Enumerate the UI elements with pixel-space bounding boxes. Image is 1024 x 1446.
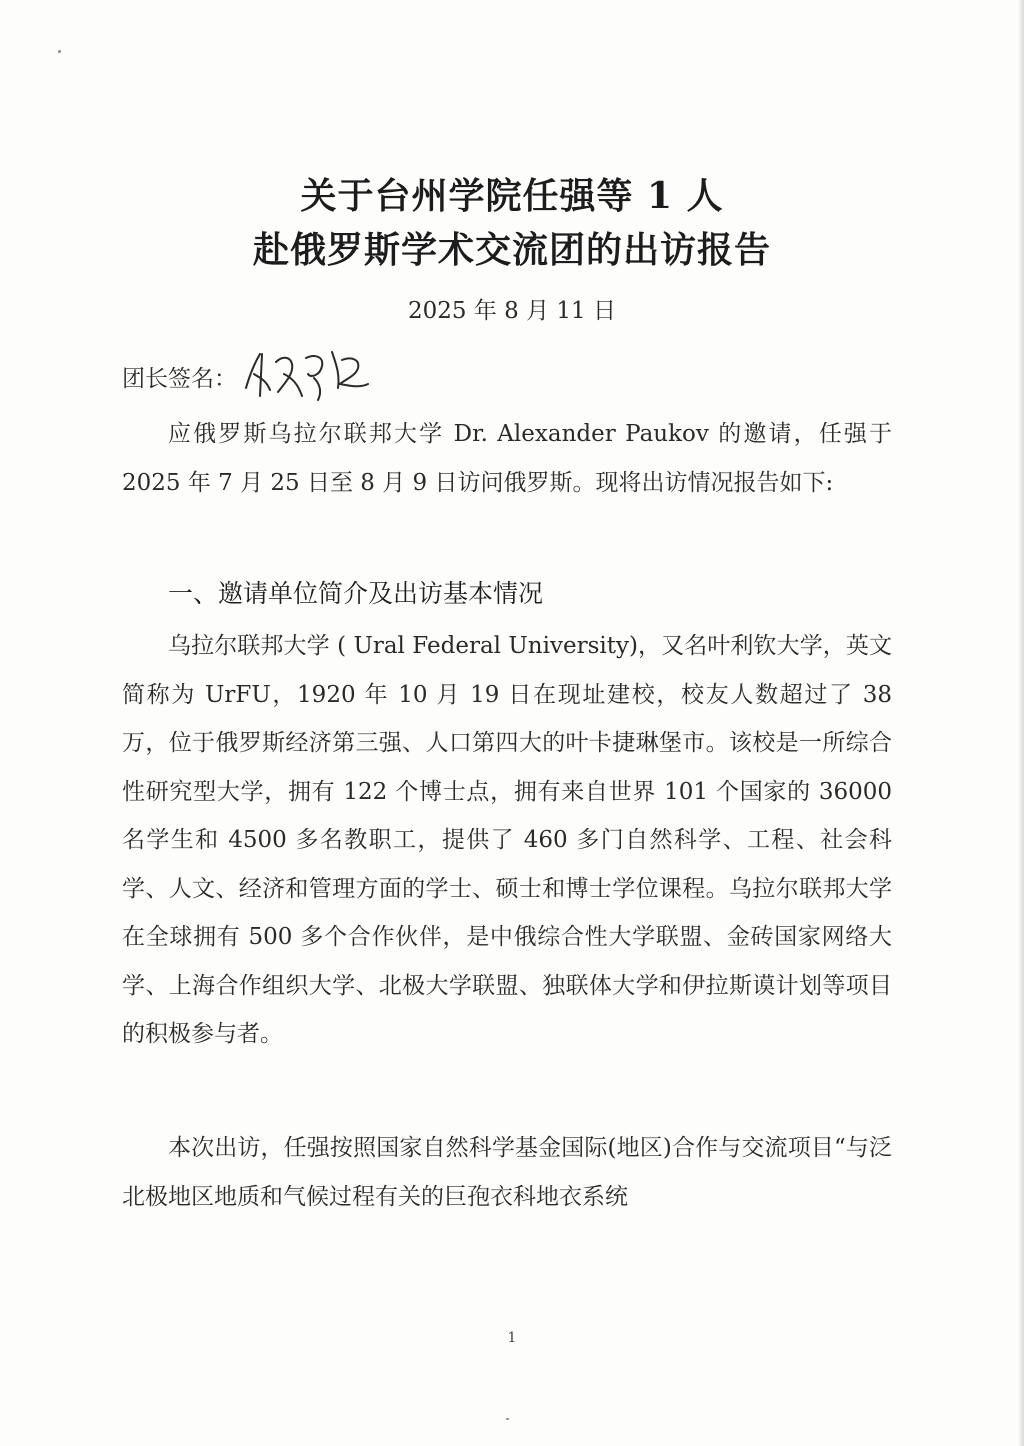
page-number: 1	[507, 1330, 517, 1346]
handwritten-signature	[240, 344, 380, 404]
signature-row	[122, 352, 522, 402]
signature-label: 团长签名：	[122, 366, 237, 392]
document-title-line-1: 关于台州学院任强等 1 人	[300, 175, 724, 217]
intro-paragraph: 应俄罗斯乌拉尔联邦大学 Dr. Alexander Paukov 的邀请，任强于 2025 年 7 月 25 日至 8 月 9 日访问俄罗斯。现将出访情况报告如下:	[122, 421, 892, 496]
visit-purpose-paragraph: 本次出访，任强按照国家自然科学基金国际(地区)合作与交流项目“与泛北极地区地质和气候过程有关的巨孢衣科地衣系统	[122, 1135, 892, 1210]
scan-speck	[506, 1418, 509, 1420]
university-intro-paragraph: 乌拉尔联邦大学 ( Ural Federal University)，又名叶利钦大学，英文简称为 UrFU，1920 年 10 月 19 日在现址建校，校友人数超过了 38 万，位于俄罗斯经济第三强、人口第四大的叶卡捷琳堡市。该校是一所综合性研究型大学，拥有 122 个博士点，拥有来自世界 101 个国家的 36000 名学生和 4500 多名教职工，提供了 460 多门自然科学、工程、社会科学、人文、经济和管理方面的学士、硕士和博士学位课程。乌拉尔联邦大学在全球拥有 500 多个合作伙伴，是中俄综合性大学联盟、金砖国家网络大学、上海合作组织大学、北极大学联盟、独联体大学和伊拉斯谟计划等项目的积极参与者。	[122, 633, 892, 1047]
document-title-line-2: 赴俄罗斯学术交流团的出访报告	[252, 229, 771, 271]
document-date: 2025 年 8 月 11 日	[408, 298, 616, 324]
scan-speck	[58, 50, 61, 53]
section-heading: 一、邀请单位简介及出访基本情况	[168, 579, 544, 608]
